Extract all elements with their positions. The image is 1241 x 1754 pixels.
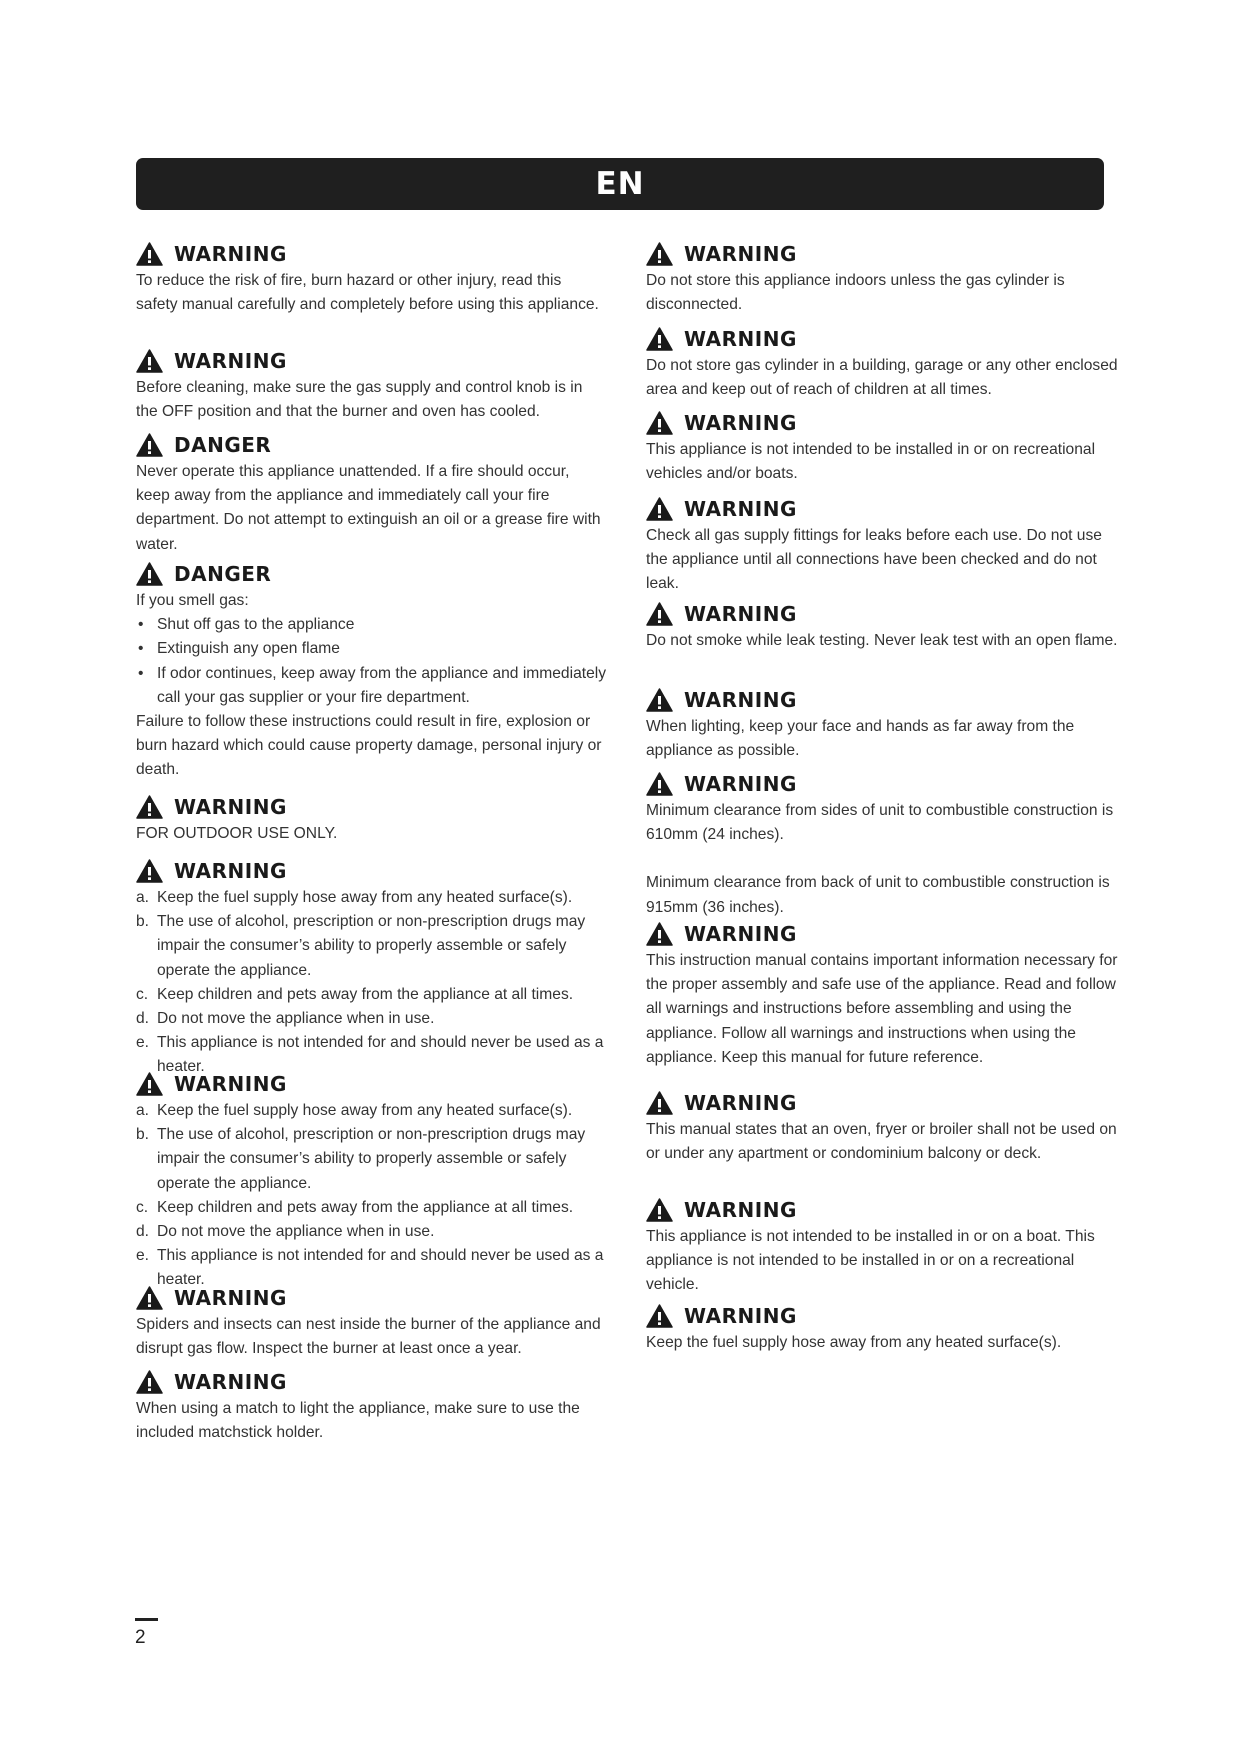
bullet-marker: • xyxy=(138,664,144,682)
safety-block xyxy=(646,239,1118,317)
warning-triangle-icon xyxy=(646,772,673,796)
safety-block xyxy=(646,1195,1118,1298)
list-item xyxy=(136,910,606,983)
warning-triangle-icon xyxy=(646,1304,673,1328)
paragraph: This instruction manual contains important information necessary for the proper assembly and safe use of the appliance. Read and follow all warnings and instructions before assembling and using the appliance. Follow all warnings and instructions when using the appliance. Keep this manual for future reference. xyxy=(646,952,1118,1066)
block-text xyxy=(136,886,606,1080)
heading-label: WARNING xyxy=(174,349,287,373)
paragraph: This appliance is not intended to be installed in or on recreational vehicles and/or boats. xyxy=(646,441,1096,483)
list-item-text: If odor continues, keep away from the appliance and immediately call your gas supplier or your fire department. xyxy=(157,664,607,706)
list-item-text: Do not move the appliance when in use. xyxy=(157,1010,435,1028)
paragraph: Never operate this appliance unattended. If a fire should occur, keep away from the appliance and immediately call your fire department. Do not attempt to extinguish an oil or a grease fire with water. xyxy=(136,463,601,553)
warning-heading xyxy=(646,494,1118,524)
warning-heading xyxy=(646,239,1118,269)
lettered-list xyxy=(136,1099,606,1293)
list-item-text: Do not move the appliance when in use. xyxy=(157,1223,435,1241)
list-marker: e. xyxy=(136,1034,150,1052)
page-number-rule xyxy=(135,1618,158,1621)
block-text xyxy=(136,1099,606,1293)
list-item xyxy=(136,613,606,637)
list-marker: d. xyxy=(136,1010,150,1028)
warning-heading xyxy=(136,856,606,886)
heading-label: WARNING xyxy=(174,859,287,883)
warning-heading xyxy=(646,1088,1118,1118)
warning-triangle-icon xyxy=(136,1370,163,1394)
warning-heading xyxy=(136,1367,606,1397)
warning-heading xyxy=(646,685,1118,715)
list-marker: a. xyxy=(136,1102,150,1119)
paragraph: Do not smoke while leak testing. Never leak test with an open flame. xyxy=(646,632,1118,649)
warning-heading xyxy=(646,599,1118,629)
warning-heading xyxy=(136,1283,606,1313)
block-text xyxy=(136,1397,606,1445)
list-marker: e. xyxy=(136,1247,150,1265)
safety-block xyxy=(136,856,606,1080)
warning-triangle-icon xyxy=(136,859,163,883)
warning-triangle-icon xyxy=(646,1198,673,1222)
paragraph: This manual states that an oven, fryer or broiler shall not be used on or under any apartment or condominium balcony or deck. xyxy=(646,1121,1117,1163)
heading-label: WARNING xyxy=(174,795,287,819)
safety-block xyxy=(136,239,606,317)
safety-block xyxy=(646,408,1118,486)
block-text xyxy=(646,715,1118,763)
block-text xyxy=(646,629,1118,653)
warning-triangle-icon xyxy=(136,562,163,586)
intro-text: If you smell gas: xyxy=(136,592,249,609)
heading-label: WARNING xyxy=(174,1286,287,1310)
warning-triangle-icon xyxy=(136,1286,163,1310)
heading-label: WARNING xyxy=(684,688,797,712)
heading-label: WARNING xyxy=(684,242,797,266)
list-item-text: Keep the fuel supply hose away from any heated surface(s). xyxy=(157,889,573,906)
warning-triangle-icon xyxy=(136,349,163,373)
heading-label: WARNING xyxy=(174,1370,287,1394)
block-text xyxy=(136,589,606,783)
list-item xyxy=(136,1196,606,1220)
paragraph: Spiders and insects can nest inside the burner of the appliance and disrupt gas flow. Inspect the burner at least once a year. xyxy=(136,1316,601,1358)
warning-heading xyxy=(646,1195,1118,1225)
warning-heading xyxy=(136,792,606,822)
warning-triangle-icon xyxy=(136,433,163,457)
danger-heading xyxy=(136,430,606,460)
warning-heading xyxy=(136,1069,606,1099)
list-item xyxy=(136,1099,606,1123)
warning-triangle-icon xyxy=(136,1072,163,1096)
warning-triangle-icon xyxy=(646,327,673,351)
bullet-marker: • xyxy=(138,616,144,634)
paragraph: Check all gas supply fittings for leaks before each use. Do not use the appliance until all connections have been checked and do not leak. xyxy=(646,527,1102,593)
block-text xyxy=(646,1118,1118,1166)
page-number: 2 xyxy=(135,1627,146,1648)
warning-heading xyxy=(136,239,606,269)
block-text xyxy=(136,269,606,317)
safety-block xyxy=(646,1301,1118,1355)
warning-heading xyxy=(646,324,1118,354)
block-text xyxy=(646,799,1118,920)
warning-triangle-icon xyxy=(136,795,163,819)
warning-triangle-icon xyxy=(646,922,673,946)
heading-label: WARNING xyxy=(684,411,797,435)
paragraph: Do not store gas cylinder in a building, garage or any other enclosed area and keep out of reach of children at all times. xyxy=(646,357,1118,399)
list-item-text: Keep the fuel supply hose away from any heated surface(s). xyxy=(157,1102,573,1119)
block-text xyxy=(646,949,1118,1070)
safety-block xyxy=(646,685,1118,763)
block-text xyxy=(646,354,1118,402)
warning-triangle-icon xyxy=(646,242,673,266)
warning-triangle-icon xyxy=(136,242,163,266)
safety-block xyxy=(646,494,1118,597)
safety-block xyxy=(646,919,1118,1070)
language-label: EN xyxy=(595,166,645,202)
paragraph: Do not store this appliance indoors unless the gas cylinder is disconnected. xyxy=(646,272,1065,314)
warning-heading xyxy=(646,408,1118,438)
heading-label: WARNING xyxy=(684,922,797,946)
warning-heading xyxy=(646,769,1118,799)
list-marker: b. xyxy=(136,1126,150,1144)
list-item-text: Shut off gas to the appliance xyxy=(157,616,355,634)
heading-label: WARNING xyxy=(684,602,797,626)
paragraph: When using a match to light the appliance, make sure to use the included matchstick holder. xyxy=(136,1400,580,1442)
heading-label: WARNING xyxy=(174,1072,287,1096)
heading-label: WARNING xyxy=(684,772,797,796)
safety-block xyxy=(136,1367,606,1445)
list-marker: a. xyxy=(136,889,150,906)
warning-heading xyxy=(646,1301,1118,1331)
warning-heading xyxy=(136,346,606,376)
block-text xyxy=(136,822,606,846)
warning-triangle-icon xyxy=(646,411,673,435)
heading-label: WARNING xyxy=(684,1304,797,1328)
danger-heading xyxy=(136,559,606,589)
safety-block xyxy=(646,599,1118,653)
list-item xyxy=(136,637,606,661)
paragraph: To reduce the risk of fire, burn hazard or other injury, read this safety manual carefully and completely before using this appliance. xyxy=(136,272,599,314)
safety-block xyxy=(136,1283,606,1361)
safety-block xyxy=(136,559,606,783)
list-item xyxy=(136,1123,606,1196)
heading-label: WARNING xyxy=(684,1091,797,1115)
warning-triangle-icon xyxy=(646,497,673,521)
heading-label: DANGER xyxy=(174,433,272,457)
list-item-text: The use of alcohol, prescription or non-prescription drugs may impair the consumer’s ability to properly assemble or safely operate the appliance. xyxy=(157,913,586,979)
list-item-text: This appliance is not intended for and should never be used as a heater. xyxy=(157,1034,604,1076)
followup-text: Failure to follow these instructions could result in fire, explosion or burn hazard which could cause property damage, personal injury or death. xyxy=(136,713,602,779)
paragraph: When lighting, keep your face and hands as far away from the appliance as possible. xyxy=(646,718,1075,760)
paragraph: Before cleaning, make sure the gas supply and control knob is in the OFF position and that the burner and oven has cooled. xyxy=(136,379,583,421)
paragraph: FOR OUTDOOR USE ONLY. xyxy=(136,825,338,842)
language-header-bar xyxy=(136,158,1104,210)
bullet-marker: • xyxy=(138,640,144,658)
list-item-text: The use of alcohol, prescription or non-prescription drugs may impair the consumer’s ability to properly assemble or safely operate the appliance. xyxy=(157,1126,586,1192)
list-marker: b. xyxy=(136,913,150,931)
paragraph: Keep the fuel supply hose away from any heated surface(s). xyxy=(646,1334,1062,1351)
block-text xyxy=(136,460,606,557)
block-text xyxy=(646,269,1118,317)
heading-label: DANGER xyxy=(174,562,272,586)
list-item-text: Keep children and pets away from the appliance at all times. xyxy=(157,985,574,1003)
list-item-text: This appliance is not intended for and should never be used as a heater. xyxy=(157,1247,604,1289)
list-item xyxy=(136,662,606,710)
warning-triangle-icon xyxy=(646,1091,673,1115)
list-item xyxy=(136,886,606,910)
heading-label: WARNING xyxy=(174,242,287,266)
warning-triangle-icon xyxy=(646,602,673,626)
list-item-text: Extinguish any open flame xyxy=(157,640,340,658)
list-item xyxy=(136,1007,606,1031)
safety-block xyxy=(136,346,606,424)
warning-triangle-icon xyxy=(646,688,673,712)
block-text xyxy=(646,1225,1118,1298)
paragraph: This appliance is not intended to be installed in or on a boat. This appliance is not intended to be installed in or on a recreational vehicle. xyxy=(646,1228,1095,1294)
list-item-text: Keep children and pets away from the appliance at all times. xyxy=(157,1198,574,1216)
safety-block xyxy=(136,792,606,846)
list-marker: c. xyxy=(136,1198,149,1216)
list-item xyxy=(136,1220,606,1244)
paragraph: Minimum clearance from back of unit to combustible construction is 915mm (36 inches). xyxy=(646,874,1110,916)
block-text xyxy=(136,1313,606,1361)
safety-block xyxy=(646,1088,1118,1166)
list-marker: c. xyxy=(136,985,149,1003)
safety-block xyxy=(646,324,1118,402)
list-marker: d. xyxy=(136,1223,150,1241)
block-text xyxy=(646,1331,1118,1355)
block-text xyxy=(646,524,1118,597)
safety-block xyxy=(136,430,606,557)
lettered-list xyxy=(136,886,606,1080)
heading-label: WARNING xyxy=(684,327,797,351)
warning-heading xyxy=(646,919,1118,949)
heading-label: WARNING xyxy=(684,497,797,521)
safety-block xyxy=(136,1069,606,1293)
safety-block xyxy=(646,769,1118,920)
heading-label: WARNING xyxy=(684,1198,797,1222)
block-text xyxy=(136,376,606,424)
paragraph: Minimum clearance from sides of unit to combustible construction is 610mm (24 inches). xyxy=(646,802,1114,844)
bullet-list xyxy=(136,613,606,710)
list-item xyxy=(136,983,606,1007)
block-text xyxy=(646,438,1118,486)
